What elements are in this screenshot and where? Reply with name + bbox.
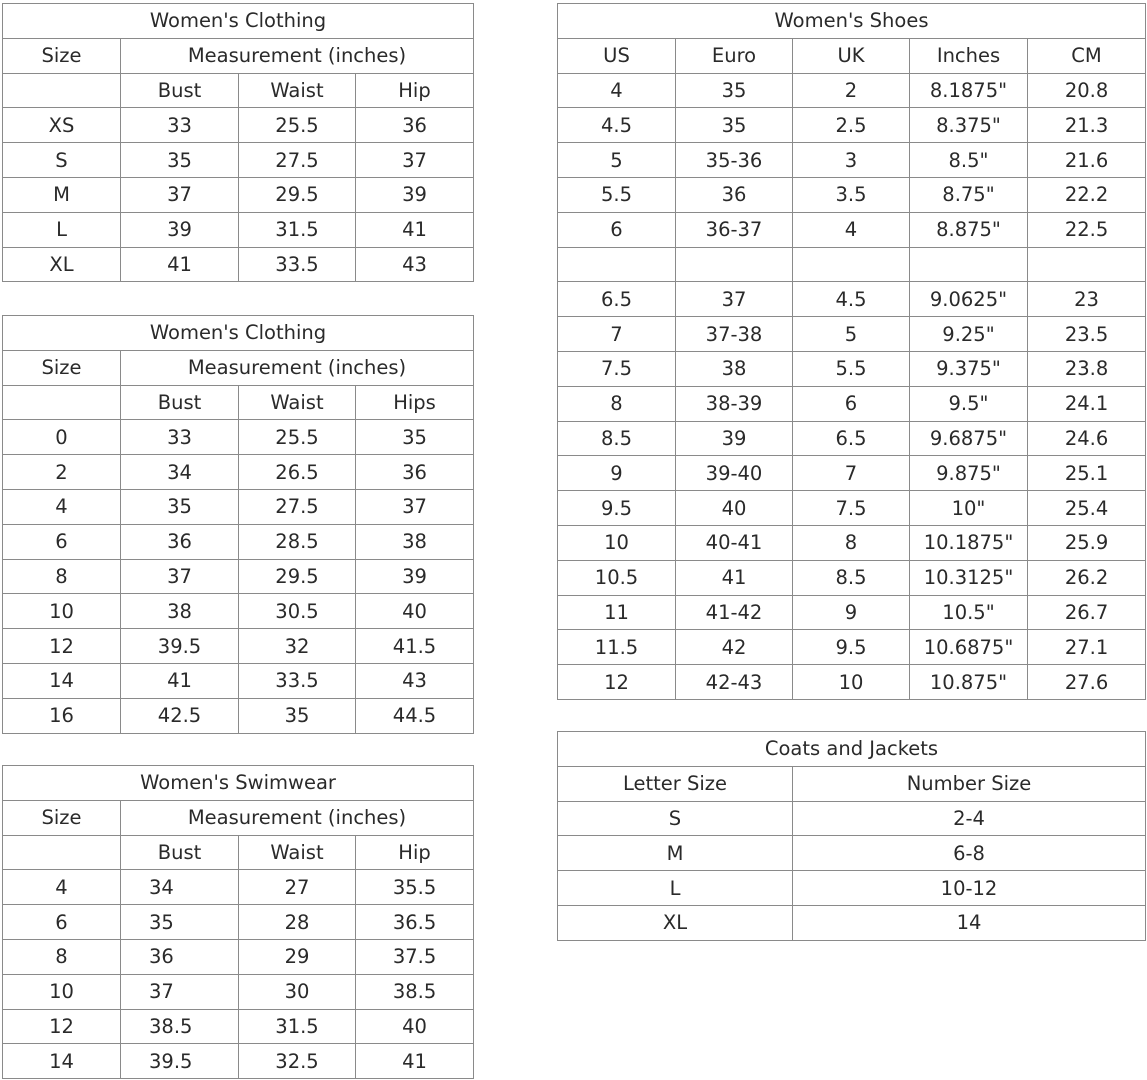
table-cell: 35 — [121, 143, 239, 178]
table-cell: 24.1 — [1028, 386, 1146, 421]
table-row — [3, 177, 474, 212]
clothing-letter-size-table — [2, 3, 474, 282]
column-header-us: US — [558, 38, 676, 73]
table-cell: 9 — [793, 595, 910, 630]
table-cell: 4.5 — [793, 282, 910, 317]
table-cell: XS — [3, 108, 121, 143]
table-cell: 4 — [3, 870, 121, 905]
measurement-header: Measurement (inches) — [121, 350, 474, 385]
table-row — [3, 594, 474, 629]
table-cell: 29.5 — [239, 177, 356, 212]
table-cell: 12 — [3, 1009, 121, 1044]
table-cell: 8 — [558, 386, 676, 421]
measurement-header: Measurement (inches) — [121, 38, 474, 73]
table-cell: 29.5 — [239, 559, 356, 594]
table-cell: 9.25" — [910, 317, 1028, 352]
column-header-number-size: Number Size — [793, 766, 1146, 801]
column-header-bust: Bust — [121, 385, 239, 420]
table-cell: 39 — [121, 212, 239, 247]
column-header-inches: Inches — [910, 38, 1028, 73]
table-cell: 2 — [793, 73, 910, 108]
table-row — [3, 1044, 474, 1079]
table-cell: 37-38 — [676, 317, 793, 352]
blank-cell — [1028, 247, 1146, 282]
table-row — [558, 491, 1146, 526]
table-cell: 38.5 — [121, 1009, 239, 1044]
table-cell: 36.5 — [356, 905, 474, 940]
shoes-rows-group1 — [558, 73, 1146, 247]
table-cell: M — [558, 836, 793, 871]
table-cell: 38.5 — [356, 974, 474, 1009]
table-cell: 31.5 — [239, 1009, 356, 1044]
table-cell: 39.5 — [121, 629, 239, 664]
table-cell: 33 — [121, 420, 239, 455]
table-row — [3, 939, 474, 974]
column-header-uk: UK — [793, 38, 910, 73]
table-cell: 27.5 — [239, 143, 356, 178]
table-cell: 16 — [3, 698, 121, 733]
table-cell: 9.375" — [910, 351, 1028, 386]
swimwear-size-table — [2, 765, 474, 1079]
table-cell: 37.5 — [356, 939, 474, 974]
table-cell: 5.5 — [558, 177, 676, 212]
table-row — [558, 282, 1146, 317]
shoes-blank-row — [558, 247, 1146, 282]
table-cell: 36-37 — [676, 212, 793, 247]
table-cell: 10 — [558, 525, 676, 560]
table-cell: 35 — [676, 108, 793, 143]
table-cell: 14 — [793, 905, 1146, 940]
table-cell: 42-43 — [676, 665, 793, 700]
table-cell: 39 — [356, 177, 474, 212]
table-row — [558, 212, 1146, 247]
table-cell: 27.1 — [1028, 630, 1146, 665]
table-row — [558, 386, 1146, 421]
table-row — [558, 421, 1146, 456]
table-row — [558, 801, 1146, 836]
table-row — [3, 212, 474, 247]
table-row — [3, 870, 474, 905]
table-cell: 0 — [3, 420, 121, 455]
table-cell: 41-42 — [676, 595, 793, 630]
table-cell: 39.5 — [121, 1044, 239, 1079]
table-cell: 10.875" — [910, 665, 1028, 700]
table-cell: 39-40 — [676, 456, 793, 491]
table-cell: 26.2 — [1028, 560, 1146, 595]
table-cell: S — [558, 801, 793, 836]
table-row — [558, 143, 1146, 178]
table-cell: 6.5 — [793, 421, 910, 456]
table-cell: 41.5 — [356, 629, 474, 664]
table-cell: 5.5 — [793, 351, 910, 386]
table-cell: 37 — [121, 559, 239, 594]
table-row — [3, 143, 474, 178]
column-header-cm: CM — [1028, 38, 1146, 73]
table-cell: 6 — [3, 905, 121, 940]
table-cell: 37 — [121, 974, 239, 1009]
table-cell: 11.5 — [558, 630, 676, 665]
table-row — [558, 871, 1146, 906]
table-row — [558, 351, 1146, 386]
table-cell: 27.5 — [239, 489, 356, 524]
table-row — [3, 1009, 474, 1044]
table-cell: 8.5 — [558, 421, 676, 456]
table-cell: 25.4 — [1028, 491, 1146, 526]
table-row — [3, 629, 474, 664]
table-cell: 29 — [239, 939, 356, 974]
column-header-waist: Waist — [239, 385, 356, 420]
table-cell: 34 — [121, 455, 239, 490]
table-cell: 10 — [3, 594, 121, 629]
size-header: Size — [3, 800, 121, 835]
table-row — [558, 905, 1146, 940]
clothing-letter-rows — [3, 108, 474, 282]
table-cell: 21.3 — [1028, 108, 1146, 143]
table-cell: 36 — [356, 108, 474, 143]
column-header-waist: Waist — [239, 835, 356, 870]
measurement-header: Measurement (inches) — [121, 800, 474, 835]
table-cell: 41 — [356, 212, 474, 247]
table-cell: 36 — [356, 455, 474, 490]
table-cell: 38 — [121, 594, 239, 629]
table-cell: 3.5 — [793, 177, 910, 212]
table-row — [558, 525, 1146, 560]
table-cell: 7.5 — [558, 351, 676, 386]
table-cell: 34 — [121, 870, 239, 905]
table-cell: 9.6875" — [910, 421, 1028, 456]
table-cell: 35 — [676, 73, 793, 108]
table-cell: 37 — [356, 489, 474, 524]
table-cell: 8 — [3, 939, 121, 974]
table-cell: 3 — [793, 143, 910, 178]
blank-header-cell — [3, 835, 121, 870]
table-cell: S — [3, 143, 121, 178]
table-cell: 6.5 — [558, 282, 676, 317]
column-header-euro: Euro — [676, 38, 793, 73]
table-cell: 7.5 — [793, 491, 910, 526]
table-title: Women's Clothing — [3, 316, 474, 351]
table-cell: XL — [558, 905, 793, 940]
table-row — [558, 836, 1146, 871]
table-cell: 10" — [910, 491, 1028, 526]
table-cell: 28 — [239, 905, 356, 940]
table-title: Women's Swimwear — [3, 766, 474, 801]
table-row — [3, 108, 474, 143]
table-cell: 10-12 — [793, 871, 1146, 906]
table-cell: 20.8 — [1028, 73, 1146, 108]
blank-cell — [676, 247, 793, 282]
size-header: Size — [3, 350, 121, 385]
table-cell: 43 — [356, 247, 474, 282]
table-cell: 8.75" — [910, 177, 1028, 212]
table-cell: 23.8 — [1028, 351, 1146, 386]
clothing-number-rows — [3, 420, 474, 733]
table-cell: 10.3125" — [910, 560, 1028, 595]
table-row — [3, 974, 474, 1009]
table-body — [3, 316, 474, 420]
table-cell: 14 — [3, 663, 121, 698]
table-cell: 21.6 — [1028, 143, 1146, 178]
table-cell: 6 — [558, 212, 676, 247]
column-header-bust: Bust — [121, 835, 239, 870]
table-row — [558, 560, 1146, 595]
table-body — [3, 4, 474, 108]
table-cell: 36 — [121, 524, 239, 559]
table-cell: 11 — [558, 595, 676, 630]
blank-cell — [793, 247, 910, 282]
blank-cell — [558, 247, 676, 282]
table-cell: 37 — [121, 177, 239, 212]
table-cell: 26.5 — [239, 455, 356, 490]
coats-size-table — [557, 731, 1146, 941]
table-cell: 9.0625" — [910, 282, 1028, 317]
table-cell: 43 — [356, 663, 474, 698]
table-cell: 37 — [356, 143, 474, 178]
table-cell: 2.5 — [793, 108, 910, 143]
table-cell: 36 — [121, 939, 239, 974]
table-cell: 8.875" — [910, 212, 1028, 247]
table-cell: 7 — [793, 456, 910, 491]
table-cell: 5 — [793, 317, 910, 352]
table-cell: 4.5 — [558, 108, 676, 143]
table-cell: L — [3, 212, 121, 247]
table-cell: 40 — [676, 491, 793, 526]
table-cell: 25.5 — [239, 420, 356, 455]
table-row — [558, 456, 1146, 491]
table-cell: 35 — [356, 420, 474, 455]
shoes-rows-group2 — [558, 282, 1146, 700]
table-cell: 12 — [3, 629, 121, 664]
column-header-hip: Hip — [356, 73, 474, 108]
column-header-letter-size: Letter Size — [558, 766, 793, 801]
column-header-waist: Waist — [239, 73, 356, 108]
table-cell: 38 — [676, 351, 793, 386]
table-body — [558, 732, 1146, 802]
table-cell: 25.5 — [239, 108, 356, 143]
table-cell: 9.875" — [910, 456, 1028, 491]
table-cell: 44.5 — [356, 698, 474, 733]
column-header-bust: Bust — [121, 73, 239, 108]
table-cell: 23.5 — [1028, 317, 1146, 352]
table-cell: 40 — [356, 594, 474, 629]
table-cell: 9.5" — [910, 386, 1028, 421]
table-cell: 4 — [3, 489, 121, 524]
table-cell: 35-36 — [676, 143, 793, 178]
table-cell: 10.1875" — [910, 525, 1028, 560]
table-cell: 10.6875" — [910, 630, 1028, 665]
table-cell: 7 — [558, 317, 676, 352]
table-cell: 2 — [3, 455, 121, 490]
table-cell: 42.5 — [121, 698, 239, 733]
table-cell: 8.1875" — [910, 73, 1028, 108]
table-cell: 6-8 — [793, 836, 1146, 871]
table-row — [558, 317, 1146, 352]
table-cell: 39 — [356, 559, 474, 594]
table-cell: 28.5 — [239, 524, 356, 559]
table-row — [3, 524, 474, 559]
table-cell: 10.5 — [558, 560, 676, 595]
table-cell: 8 — [793, 525, 910, 560]
table-cell: 30.5 — [239, 594, 356, 629]
coats-rows — [558, 801, 1146, 940]
blank-header-cell — [3, 385, 121, 420]
table-cell: 26.7 — [1028, 595, 1146, 630]
table-cell: 27 — [239, 870, 356, 905]
table-cell: 41 — [121, 663, 239, 698]
table-cell: 23 — [1028, 282, 1146, 317]
table-cell: 42 — [676, 630, 793, 665]
table-cell: 35 — [121, 905, 239, 940]
table-cell: 6 — [3, 524, 121, 559]
table-cell: 35 — [121, 489, 239, 524]
table-cell: L — [558, 871, 793, 906]
blank-cell — [910, 247, 1028, 282]
table-row — [558, 108, 1146, 143]
table-cell: 41 — [356, 1044, 474, 1079]
table-cell: 35.5 — [356, 870, 474, 905]
table-cell: 22.2 — [1028, 177, 1146, 212]
table-cell: 32 — [239, 629, 356, 664]
table-cell: 30 — [239, 974, 356, 1009]
table-cell: 10.5" — [910, 595, 1028, 630]
table-row — [3, 663, 474, 698]
table-cell: 12 — [558, 665, 676, 700]
table-cell: 22.5 — [1028, 212, 1146, 247]
clothing-number-size-table — [2, 315, 474, 734]
table-cell: 37 — [676, 282, 793, 317]
table-cell: 35 — [239, 698, 356, 733]
table-cell: 41 — [676, 560, 793, 595]
table-cell: 38-39 — [676, 386, 793, 421]
table-cell: 8 — [3, 559, 121, 594]
table-title: Coats and Jackets — [558, 732, 1146, 767]
table-cell: 5 — [558, 143, 676, 178]
table-row — [558, 665, 1146, 700]
table-title: Women's Clothing — [3, 4, 474, 39]
swimwear-rows — [3, 870, 474, 1079]
table-row — [3, 455, 474, 490]
table-cell: 33.5 — [239, 663, 356, 698]
table-cell: 9.5 — [793, 630, 910, 665]
table-cell: 39 — [676, 421, 793, 456]
table-body — [558, 4, 1146, 74]
table-cell: 33.5 — [239, 247, 356, 282]
table-row — [3, 489, 474, 524]
table-cell: 40 — [356, 1009, 474, 1044]
table-body — [3, 766, 474, 870]
table-row — [3, 905, 474, 940]
table-row — [558, 177, 1146, 212]
table-cell: XL — [3, 247, 121, 282]
table-cell: 36 — [676, 177, 793, 212]
table-cell: 10 — [793, 665, 910, 700]
table-cell: 4 — [793, 212, 910, 247]
table-row — [3, 420, 474, 455]
table-title: Women's Shoes — [558, 4, 1146, 39]
table-cell: 27.6 — [1028, 665, 1146, 700]
table-cell: 25.1 — [1028, 456, 1146, 491]
table-cell: 25.9 — [1028, 525, 1146, 560]
table-cell: 9.5 — [558, 491, 676, 526]
table-cell: 32.5 — [239, 1044, 356, 1079]
table-cell: 10 — [3, 974, 121, 1009]
table-cell: 38 — [356, 524, 474, 559]
table-cell: M — [3, 177, 121, 212]
table-cell: 24.6 — [1028, 421, 1146, 456]
column-header-hip: Hip — [356, 835, 474, 870]
table-cell: 8.375" — [910, 108, 1028, 143]
table-row — [3, 247, 474, 282]
size-header: Size — [3, 38, 121, 73]
table-cell: 14 — [3, 1044, 121, 1079]
table-row — [3, 698, 474, 733]
table-cell: 4 — [558, 73, 676, 108]
column-header-hips: Hips — [356, 385, 474, 420]
table-cell: 41 — [121, 247, 239, 282]
table-row — [558, 630, 1146, 665]
table-cell: 6 — [793, 386, 910, 421]
table-cell: 8.5" — [910, 143, 1028, 178]
table-cell: 31.5 — [239, 212, 356, 247]
blank-header-cell — [3, 73, 121, 108]
table-row — [558, 595, 1146, 630]
shoes-size-table — [557, 3, 1146, 700]
table-cell: 33 — [121, 108, 239, 143]
table-row — [3, 559, 474, 594]
table-cell: 9 — [558, 456, 676, 491]
table-cell: 40-41 — [676, 525, 793, 560]
table-cell: 8.5 — [793, 560, 910, 595]
table-row — [558, 73, 1146, 108]
table-cell: 2-4 — [793, 801, 1146, 836]
